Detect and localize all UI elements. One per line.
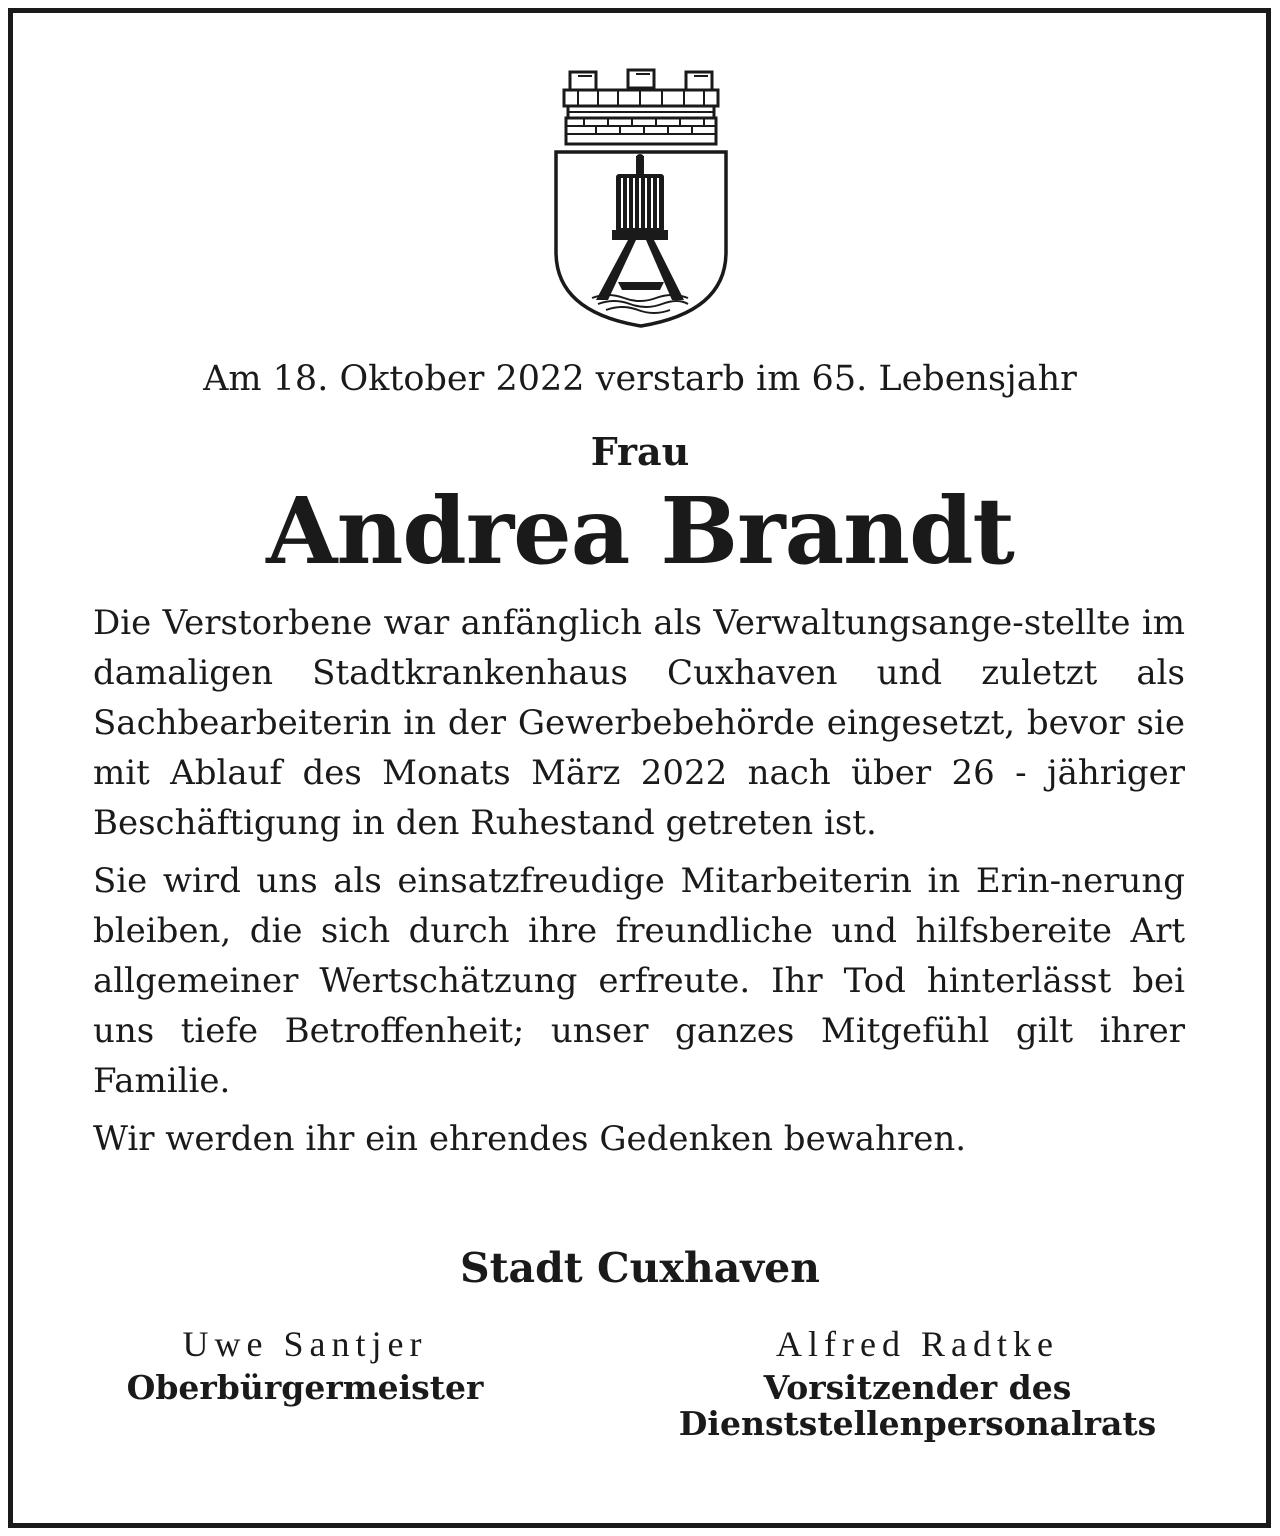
- signatory-role: Oberbürgermeister: [126, 1368, 484, 1407]
- organization-name: Stadt Cuxhaven: [460, 1244, 820, 1292]
- salutation: Frau: [590, 429, 690, 474]
- paragraph-closing: Wir werden ihr ein ehrendes Gedenken bewahren.: [93, 1119, 967, 1159]
- signatory-council-chair: [630, 1318, 1205, 1442]
- obituary-text: [93, 598, 1185, 1172]
- deceased-name: Andrea Brandt: [266, 477, 1014, 585]
- signatory-role-line2: Dienststellenpersonalrats: [678, 1404, 1157, 1443]
- death-announcement-line: Am 18. Oktober 2022 verstarb im 65. Lebensjahr: [203, 359, 1077, 399]
- signatory-role: Vorsitzender des: [763, 1368, 1072, 1407]
- paragraph-career: Die Verstorbene war anfänglich als Verwaltungsange-stellte im damaligen Stadtkrankenhaus Cuxhaven und zuletzt als Sachbearbeiterin in der Gewerbebehörde eingesetzt, bevor sie mit Ablauf des Monats März 2022 nach über 26 - jähriger Beschäftigung in den Ruhestand getreten ist.: [93, 603, 1185, 843]
- signatory-mayor: [80, 1318, 530, 1406]
- signatory-name: Alfred Radtke: [776, 1324, 1059, 1364]
- signatory-name: Uwe Santjer: [182, 1324, 428, 1364]
- paragraph-remembrance: Sie wird uns als einsatzfreudige Mitarbeiterin in Erin-nerung bleiben, die sich durch ihre freundliche und hilfsbereite Art allgemeiner Wertschätzung erfreute. Ihr Tod hinterlässt bei uns tiefe Betroffenheit; unser ganzes Mitgefühl gilt ihrer Familie.: [93, 861, 1185, 1101]
- cuxhaven-coat-of-arms-icon: [548, 62, 734, 330]
